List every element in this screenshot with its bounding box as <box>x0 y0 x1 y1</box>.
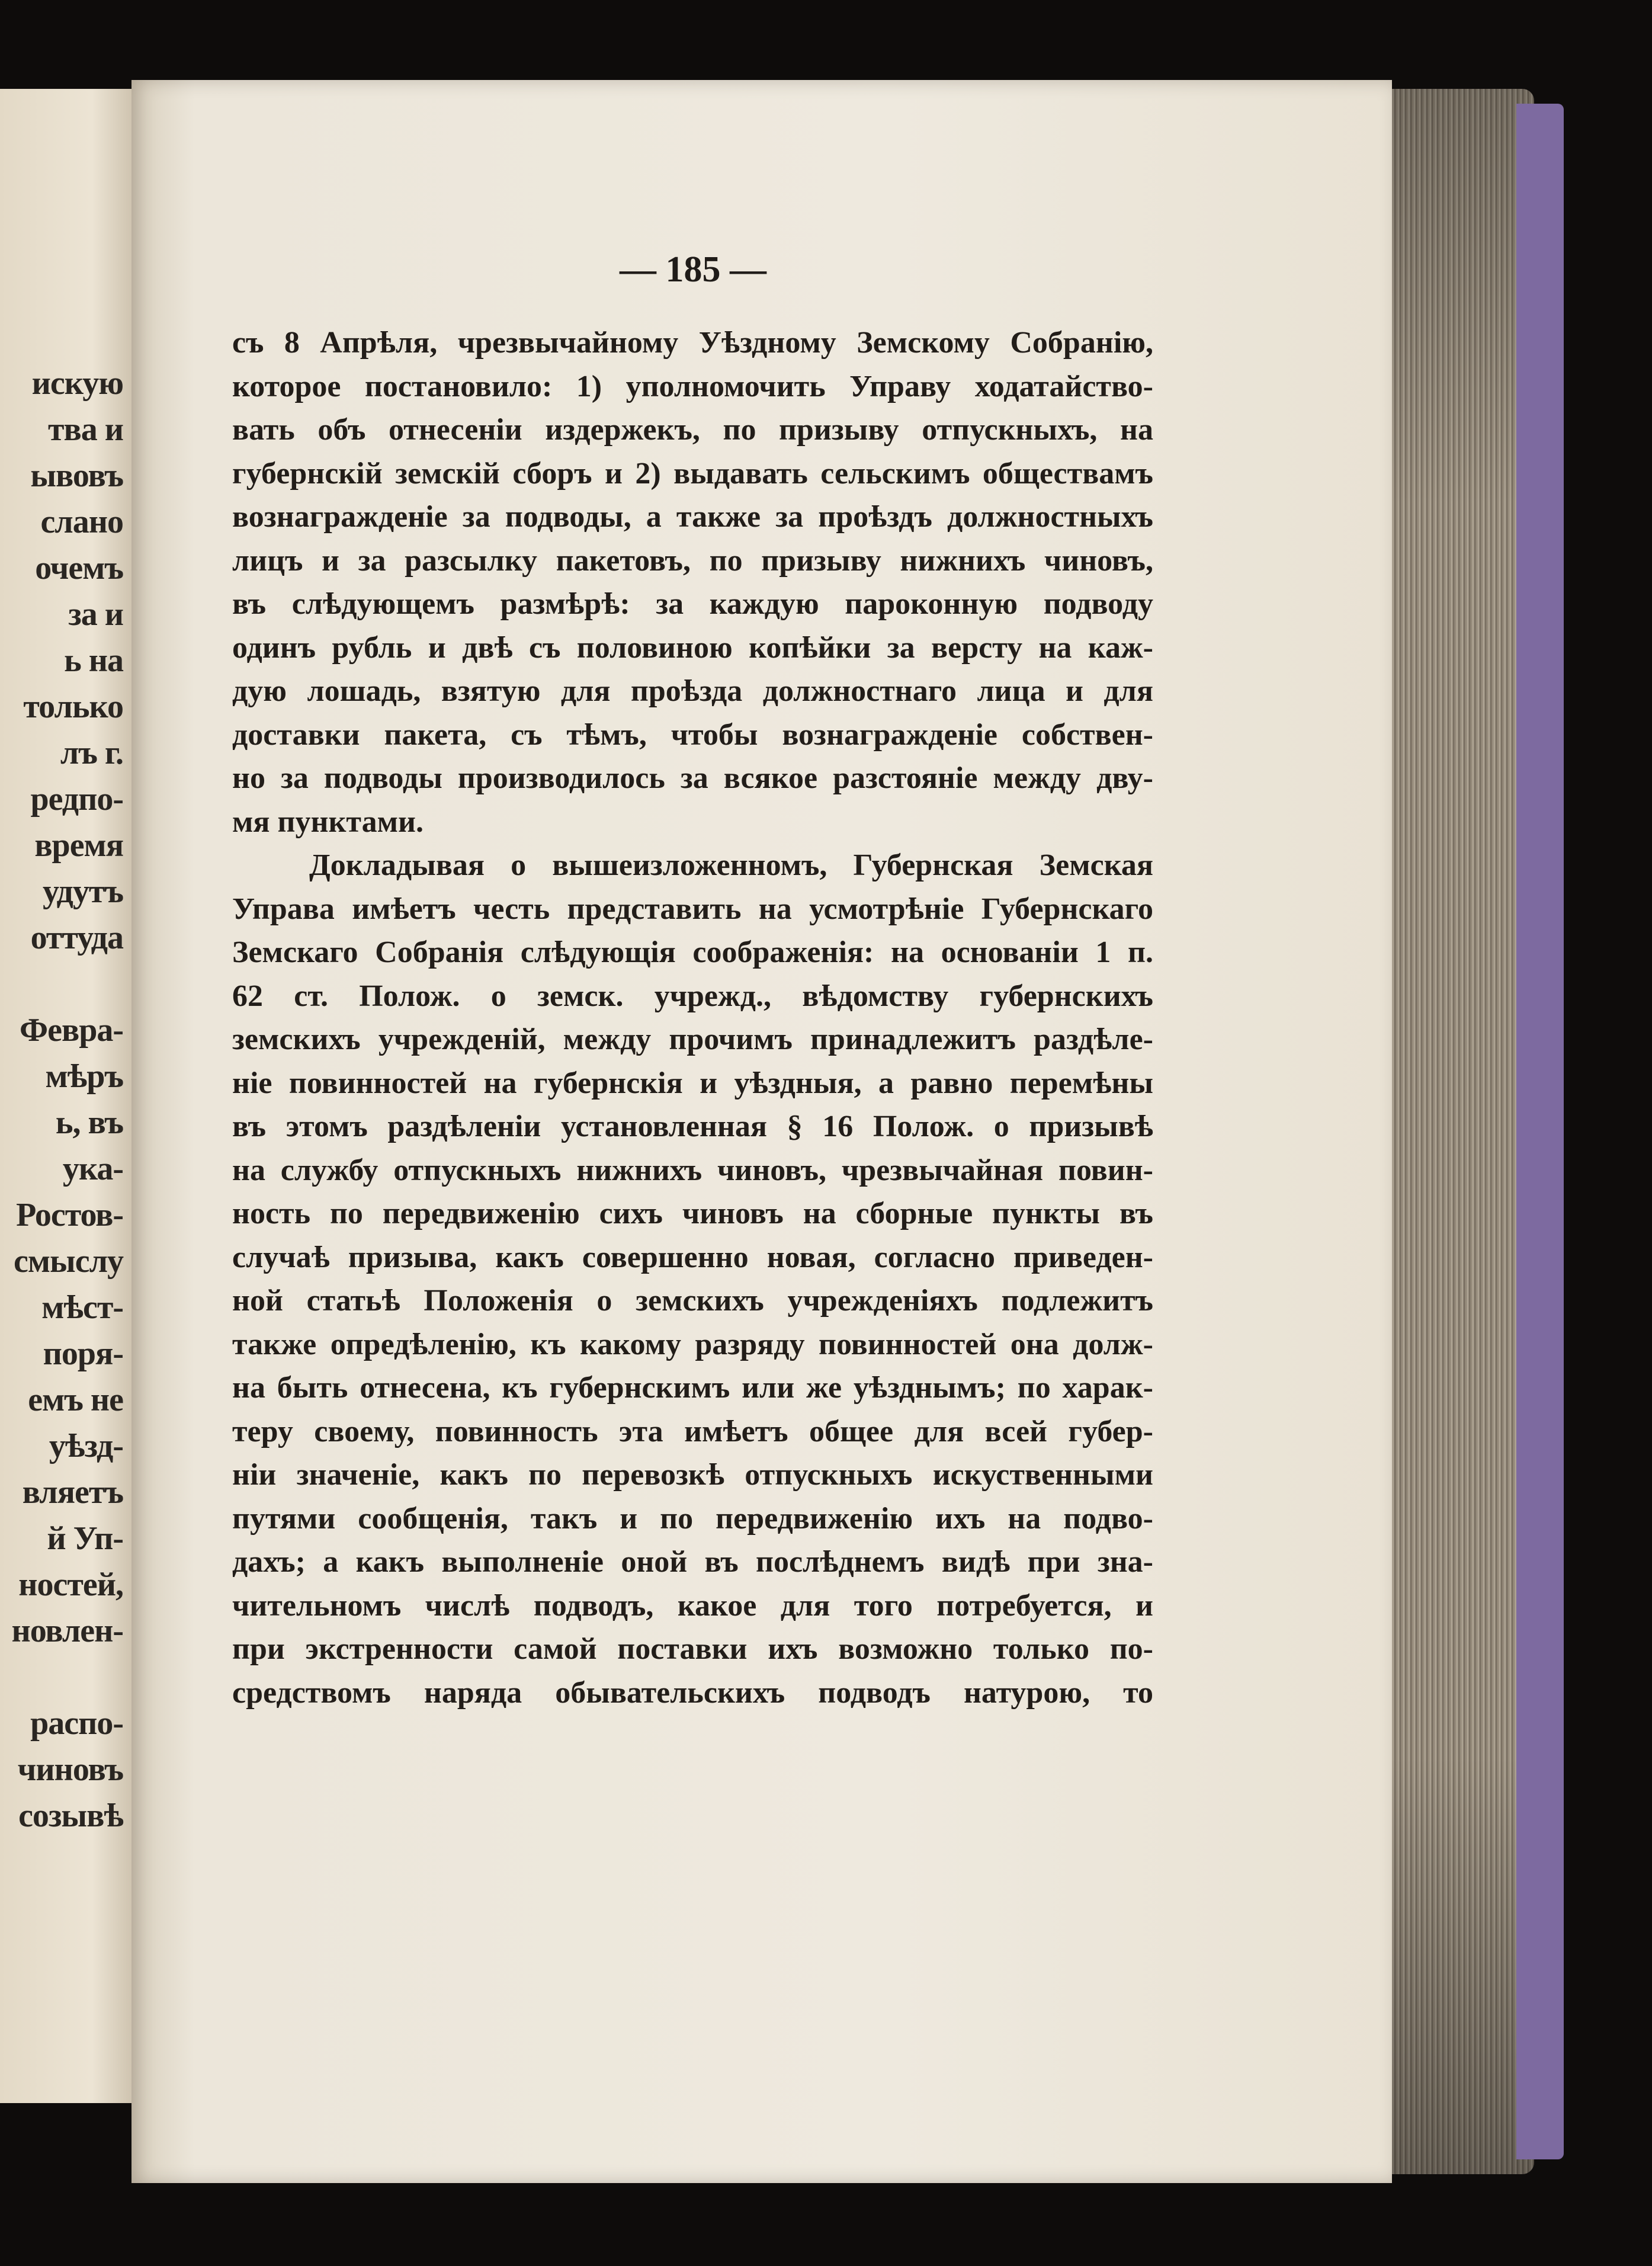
left-fragment: ностей, <box>18 1566 123 1603</box>
text-line: теру своему, повинность эта имѣетъ общее для всей губер- <box>232 1414 1153 1448</box>
text-line: дахъ; а какъ выполненіе оной въ послѣднемъ видѣ при зна- <box>232 1545 1153 1579</box>
text-line: земскихъ учрежденій, между прочимъ принадлежитъ раздѣле- <box>232 1023 1153 1056</box>
text-line: путями сообщенія, такъ и по передвиженію ихъ на подво- <box>232 1501 1153 1536</box>
text-line: въ слѣдующемъ размѣрѣ: за каждую пароконную подводу <box>232 587 1153 621</box>
left-fragment: поря- <box>43 1335 123 1372</box>
text-line: но за подводы производилось за всякое разстояніе между дву- <box>232 761 1153 795</box>
text-line: случаѣ призыва, какъ совершенно новая, согласно приведен- <box>232 1240 1153 1274</box>
page-number: — 185 — <box>620 249 766 290</box>
left-fragment: искую <box>31 365 123 402</box>
book-page-edges <box>1386 89 1534 2174</box>
left-fragment: тва и <box>47 411 123 448</box>
text-line: дую лошадь, взятую для проѣзда должностнаго лица и для <box>232 674 1153 708</box>
left-fragment: лъ г. <box>60 735 123 771</box>
text-line: на быть отнесена, къ губернскимъ или же уѣзднымъ; по харак- <box>232 1371 1153 1405</box>
text-line: Земскаго Собранія слѣдующія соображенія: на основаніи 1 п. <box>232 935 1153 969</box>
text-line: средствомъ наряда обывательскихъ подводъ натурою, то <box>232 1675 1153 1710</box>
text-line: чительномъ числѣ подводъ, какое для того потребуется, и <box>232 1588 1153 1623</box>
left-fragment: й Уп- <box>47 1520 123 1557</box>
text-line: мя пунктами. <box>232 805 424 839</box>
book-cover <box>1516 104 1564 2159</box>
left-fragment: время <box>34 827 123 864</box>
text-line: Управа имѣетъ честь представить на усмотрѣніе Губернскаго <box>232 892 1153 926</box>
text-line: при экстренности самой поставки ихъ возможно только по- <box>232 1632 1153 1666</box>
text-line: губернскій земскій сборъ и 2) выдавать сельскимъ обществамъ <box>232 456 1153 491</box>
text-line: съ 8 Апрѣля, чрезвычайному Уѣздному Земскому Собранію, <box>232 326 1153 360</box>
left-fragment: созывѣ <box>18 1797 123 1834</box>
left-fragment: удутъ <box>43 873 123 910</box>
text-line: вознагражденіе за подводы, а также за проѣздъ должностныхъ <box>232 500 1153 534</box>
left-fragment: ь на <box>64 642 123 679</box>
left-fragment: за и <box>68 596 123 633</box>
left-fragment: чиновъ <box>17 1751 123 1788</box>
left-fragment: ь, въ <box>55 1104 123 1141</box>
text-line: доставки пакета, съ тѣмъ, чтобы вознагражденіе собствен- <box>232 717 1153 752</box>
left-fragment: распо- <box>30 1705 123 1742</box>
left-fragment: мѣст- <box>41 1289 123 1326</box>
text-line: ніе повинностей на губернскія и уѣздныя, а равно перемѣны <box>232 1066 1153 1100</box>
left-fragment: новлен- <box>11 1613 123 1649</box>
left-fragment: ывовъ <box>30 457 123 494</box>
left-fragment: Ростов- <box>16 1197 123 1233</box>
left-fragment: слано <box>40 504 123 540</box>
left-fragment: очемъ <box>35 550 123 586</box>
left-fragment: мѣръ <box>45 1058 123 1095</box>
text-line: на службу отпускныхъ нижнихъ чиновъ, чрезвычайная повин- <box>232 1153 1153 1187</box>
left-facing-page <box>0 89 131 2103</box>
left-fragment: только <box>23 688 123 725</box>
text-line: одинъ рубль и двѣ съ половиною копѣйки за версту на каж- <box>232 630 1153 665</box>
left-fragment: редпо- <box>30 781 123 818</box>
text-line: ніи значеніе, какъ по перевозкѣ отпускныхъ искуственными <box>232 1458 1153 1492</box>
text-line: ной статьѣ Положенія о земскихъ учрежденіяхъ подлежитъ <box>232 1284 1153 1318</box>
text-line: которое постановило: 1) уполномочить Управу ходатайство- <box>232 369 1153 403</box>
text-line: также опредѣленію, къ какому разряду повинностей она долж- <box>232 1327 1153 1361</box>
left-fragment <box>0 961 123 1007</box>
text-line: ность по передвиженію сихъ чиновъ на сборные пункты въ <box>232 1197 1153 1230</box>
text-line: въ этомъ раздѣленіи установленная § 16 Полож. о призывѣ <box>232 1110 1153 1143</box>
left-fragment: смыслу <box>14 1243 123 1280</box>
text-line: 62 ст. Полож. о земск. учрежд., вѣдомству губернскихъ <box>232 979 1153 1013</box>
left-fragment: вляетъ <box>22 1474 123 1511</box>
left-fragment: оттуда <box>30 919 123 956</box>
left-fragment: емъ не <box>28 1382 123 1418</box>
left-fragment: уѣзд- <box>49 1428 123 1464</box>
left-page-text <box>0 360 123 1839</box>
left-fragment <box>0 1654 123 1700</box>
text-line: вать объ отнесеніи издержекъ, по призыву отпускныхъ, на <box>232 413 1153 447</box>
left-fragment: ука- <box>62 1150 123 1187</box>
left-fragment: Февра- <box>20 1012 123 1049</box>
text-line: лицъ и за разсылку пакетовъ, по призыву нижнихъ чиновъ, <box>232 543 1153 578</box>
page-body <box>232 321 1153 1714</box>
text-line: Докладывая о вышеизложенномъ, Губернская Земская <box>309 848 1153 882</box>
